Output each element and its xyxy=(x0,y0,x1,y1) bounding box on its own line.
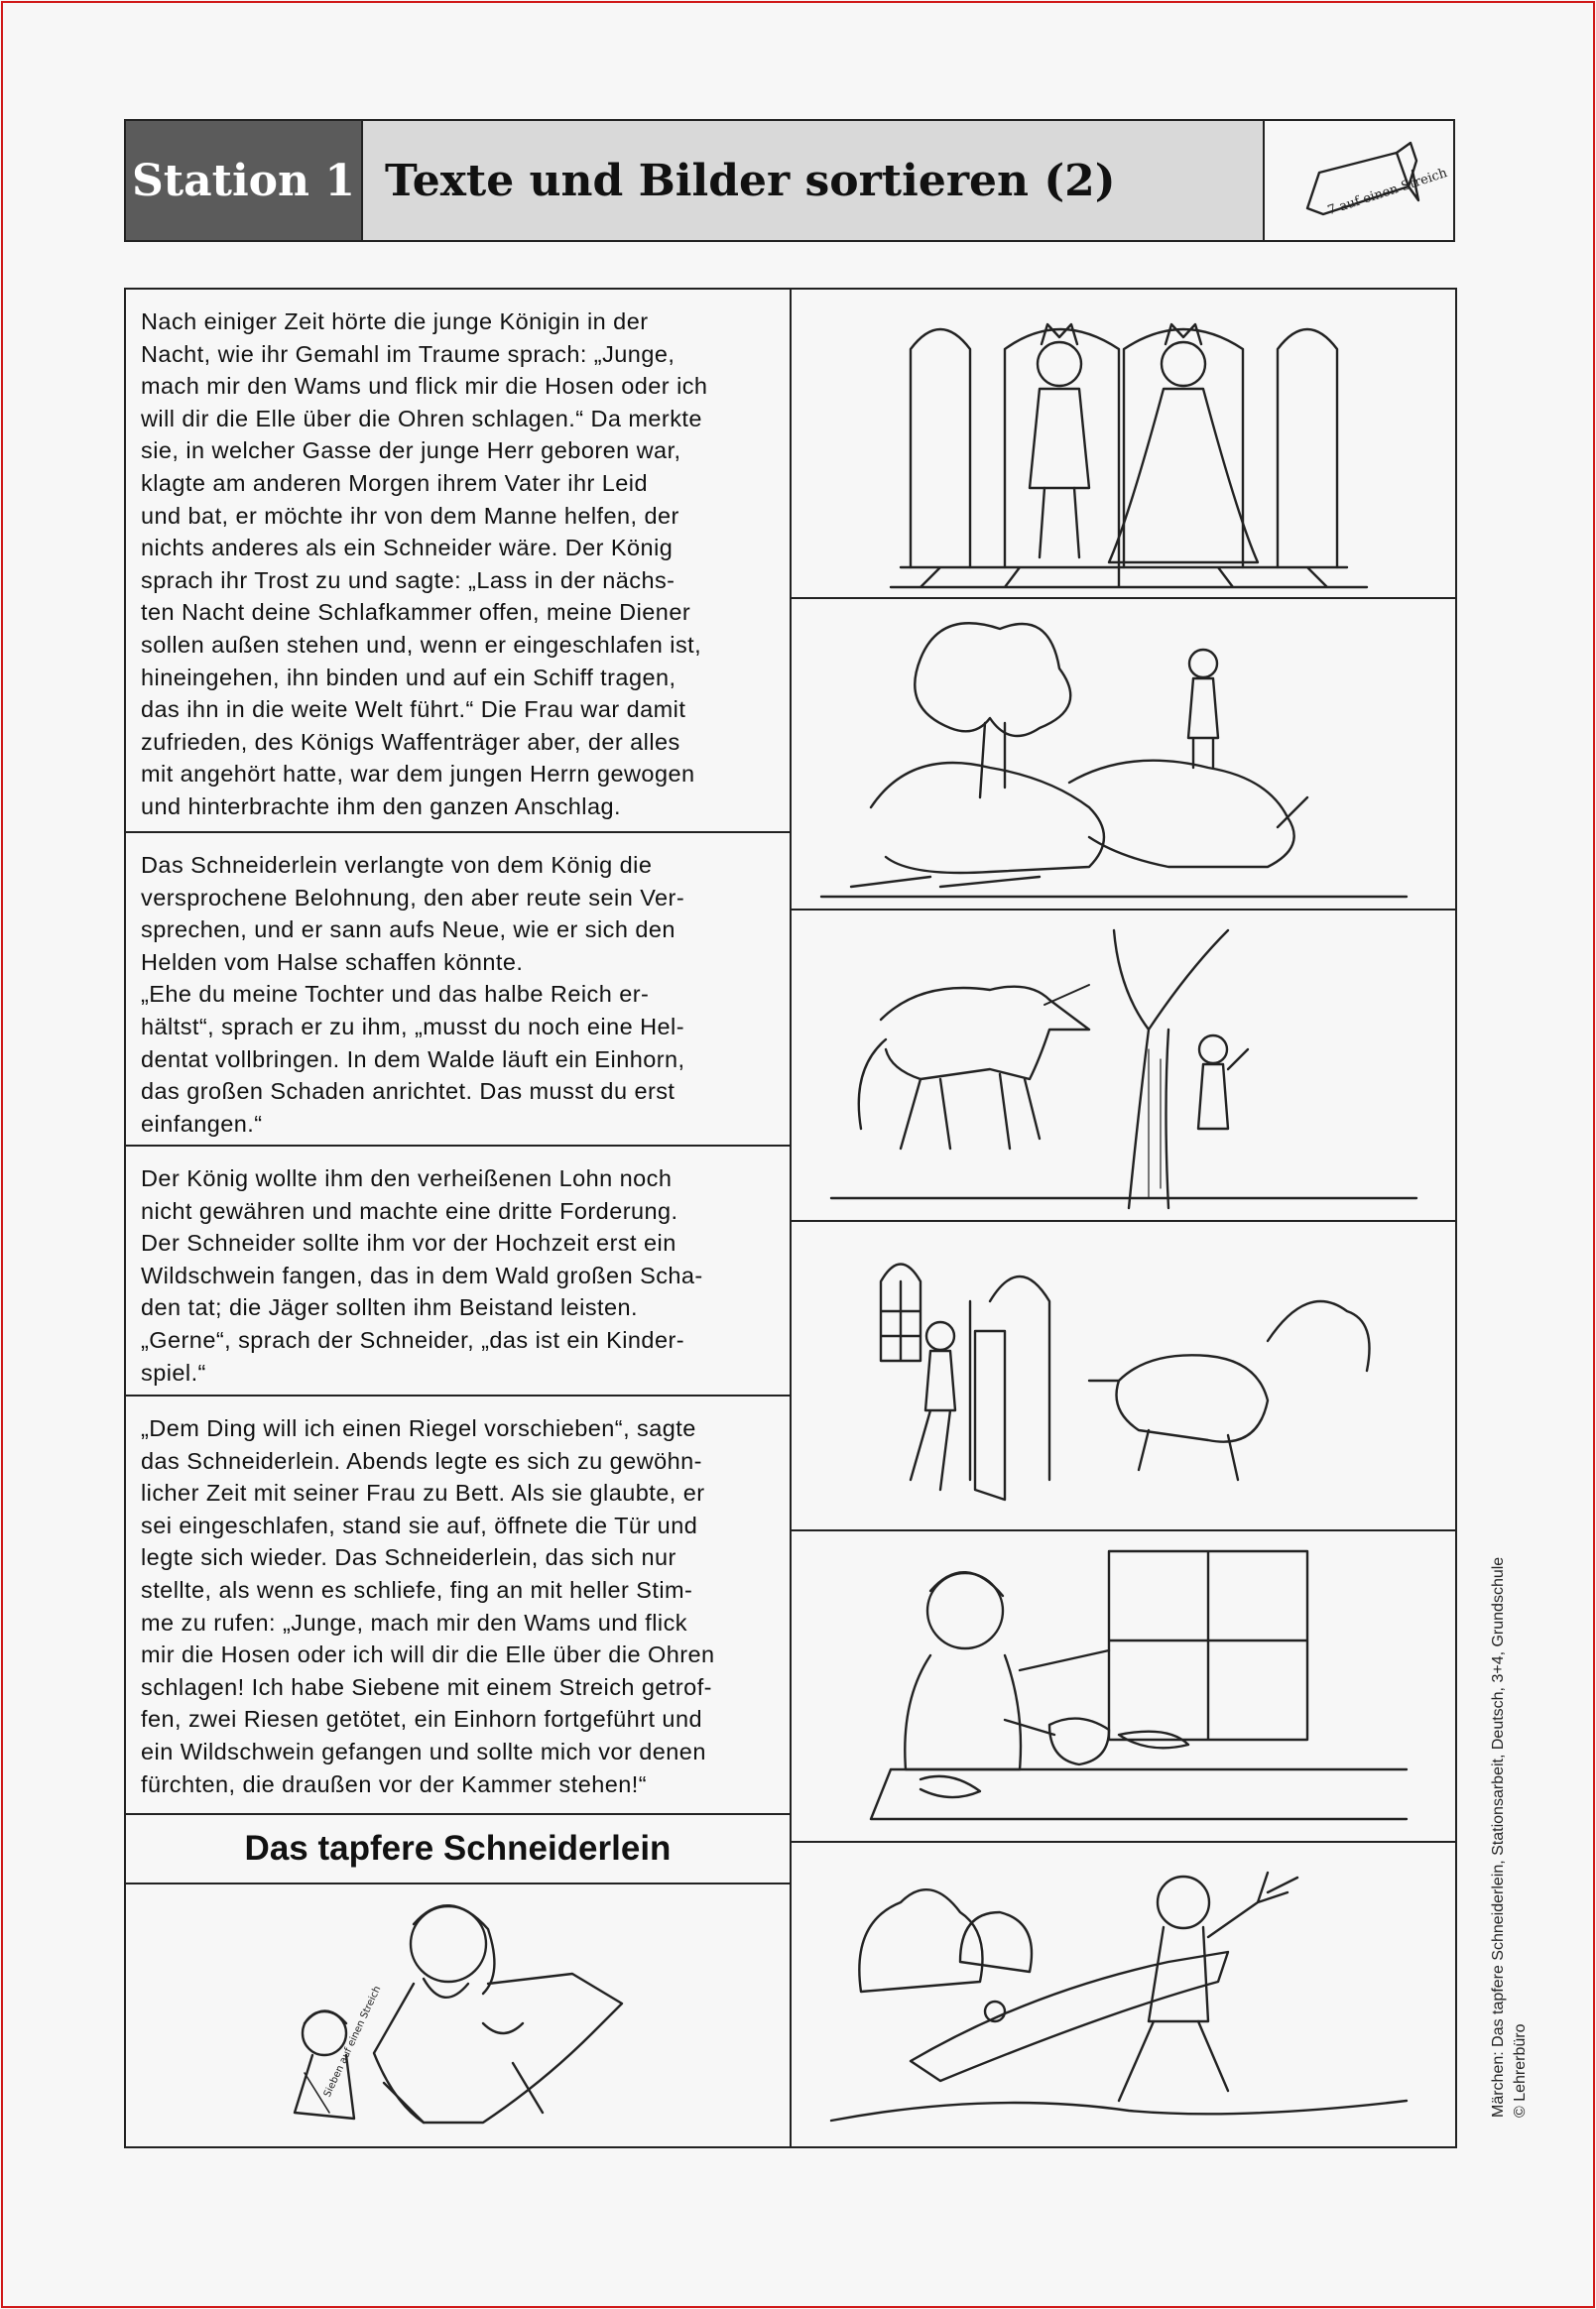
picture-card-unicorn xyxy=(790,909,1457,1222)
picture-card-forest xyxy=(790,1841,1457,2148)
story-title: Das tapfere Schneiderlein xyxy=(124,1813,792,1884)
king-and-queen-illustration xyxy=(792,290,1455,597)
footer-line-2: © Lehrerbüro xyxy=(1512,2023,1529,2118)
text-card-2 xyxy=(124,831,792,1147)
ribbon-logo-icon xyxy=(1289,131,1449,230)
text-line: „Dem Ding will ich einen Riegel vorschieben“, sagte xyxy=(141,1415,696,1441)
picture-card-window xyxy=(790,1529,1457,1843)
text-line: hineingehen, ihn binden und auf ein Schiff tragen, xyxy=(141,664,676,690)
text-line: Das Schneiderlein verlangte von dem König die xyxy=(141,852,653,878)
picture-card-boar xyxy=(790,1220,1457,1531)
text-line: fürchten, die draußen vor der Kammer stehen!“ xyxy=(141,1770,648,1797)
text-line: sprechen, und er sann aufs Neue, wie er sich den xyxy=(141,916,675,943)
text-line: sprach ihr Trost zu und sagte: „Lass in der nächs- xyxy=(141,566,675,593)
text-line: „Ehe du meine Tochter und das halbe Reich er- xyxy=(141,981,650,1008)
unicorn-and-tree-illustration xyxy=(792,911,1455,1220)
text-line: sollen außen stehen und, wenn er eingeschlafen ist, xyxy=(141,631,702,658)
footer-line-1: Märchen: Das tapfere Schneiderlein, Stationsarbeit, Deutsch, 3+4, Grundschule xyxy=(1490,1556,1507,2118)
text-line: spiel.“ xyxy=(141,1359,206,1386)
text-line: den tat; die Jäger sollten ihm Beistand leisten. xyxy=(141,1294,639,1321)
station-label: Station 1 xyxy=(126,121,363,240)
text-line: das ihn in die weite Welt führt.“ Die Frau war damit xyxy=(141,696,686,723)
text-line: Nach einiger Zeit hörte die junge Königin in der xyxy=(141,308,649,334)
text-line: stellte, als wenn es schliefe, fing an mit heller Stim- xyxy=(141,1576,693,1603)
text-card-4 xyxy=(124,1395,792,1815)
boar-and-chapel-illustration xyxy=(792,1222,1455,1529)
text-line: me zu rufen: „Junge, mach mir den Wams und flick xyxy=(141,1609,687,1636)
page-title: Texte und Bilder sortieren (2) xyxy=(363,121,1265,240)
text-line: Nacht, wie ihr Gemahl im Traume sprach: „Junge, xyxy=(141,340,675,367)
text-line: versprochene Belohnung, den aber reute sein Ver- xyxy=(141,884,685,911)
text-line: zufrieden, des Königs Waffenträger aber, der alles xyxy=(141,728,680,755)
ribbon-text: 7 auf einen Streich xyxy=(1325,166,1449,219)
ribbon-logo xyxy=(1265,121,1453,240)
sleeping-giants-illustration xyxy=(792,599,1455,909)
text-line: schlagen! Ich habe Siebene mit einem Streich getrof- xyxy=(141,1673,712,1700)
text-line: mach mir den Wams und flick mir die Hosen oder ich xyxy=(141,373,708,400)
text-card-4-body xyxy=(141,1412,776,1800)
picture-card-giant xyxy=(124,1883,792,2148)
text-line: Wildschwein fangen, das in dem Wald großen Scha- xyxy=(141,1262,703,1288)
tailor-at-window-illustration xyxy=(792,1531,1455,1841)
giant-and-tree-illustration xyxy=(792,1843,1455,2146)
text-line: mit angehört hatte, war dem jungen Herrn gewogen xyxy=(141,761,695,788)
text-line: und hinterbrachte ihm den ganzen Anschlag. xyxy=(141,792,622,819)
text-line: Der König wollte ihm den verheißenen Lohn noch xyxy=(141,1165,673,1191)
text-line: einfangen.“ xyxy=(141,1110,263,1137)
text-line: dentat vollbringen. In dem Walde läuft ein Einhorn, xyxy=(141,1045,685,1072)
text-line: klagte am anderen Morgen ihrem Vater ihr Leid xyxy=(141,469,648,496)
story-grid xyxy=(124,288,1457,2148)
text-line: „Gerne“, sprach der Schneider, „das ist ein Kinder- xyxy=(141,1326,685,1353)
text-line: das Schneiderlein. Abends legte es sich zu gewöhn- xyxy=(141,1447,702,1474)
text-card-2-body xyxy=(141,849,776,1140)
text-line: nichts anderes als ein Schneider wäre. Der König xyxy=(141,535,674,561)
text-line: licher Zeit mit seiner Frau zu Bett. Als sie glaubte, er xyxy=(141,1480,705,1507)
text-line: ein Wildschwein gefangen und sollte mich vor denen xyxy=(141,1738,706,1764)
text-card-1 xyxy=(124,288,792,833)
sash-text: Sieben auf einen Streich xyxy=(321,1984,384,2100)
text-line: und bat, er möchte ihr von dem Manne helfen, der xyxy=(141,502,679,529)
text-line: Helden vom Halse schaffen könnte. xyxy=(141,948,524,975)
text-line: sei eingeschlafen, stand sie auf, öffnete die Tür und xyxy=(141,1512,698,1538)
text-line: Der Schneider sollte ihm vor der Hochzeit erst ein xyxy=(141,1230,676,1257)
text-line: fen, zwei Riesen getötet, ein Einhorn fortgeführt und xyxy=(141,1706,702,1733)
text-card-3-body xyxy=(141,1162,776,1389)
text-line: ten Nacht deine Schlafkammer offen, meine Diener xyxy=(141,599,691,626)
picture-card-sleeping-giants xyxy=(790,597,1457,911)
text-line: sie, in welcher Gasse der junge Herr geboren war, xyxy=(141,437,681,464)
text-line: das großen Schaden anrichtet. Das musst du erst xyxy=(141,1078,675,1105)
copyright-footer xyxy=(1488,1557,1532,2118)
text-line: will dir die Elle über die Ohren schlagen.“ Da merkte xyxy=(141,405,702,431)
station-header xyxy=(124,119,1455,242)
tailor-and-giant-illustration xyxy=(126,1884,790,2146)
picture-card-throne xyxy=(790,288,1457,599)
text-line: mir die Hosen oder ich will dir die Elle über die Ohren xyxy=(141,1641,715,1668)
text-line: hältst“, sprach er zu ihm, „musst du noch eine Hel- xyxy=(141,1013,684,1039)
text-card-3 xyxy=(124,1145,792,1397)
text-line: nicht gewähren und machte eine dritte Forderung. xyxy=(141,1197,678,1224)
text-card-1-body xyxy=(141,305,776,823)
text-line: legte sich wieder. Das Schneiderlein, das sich nur xyxy=(141,1544,676,1571)
